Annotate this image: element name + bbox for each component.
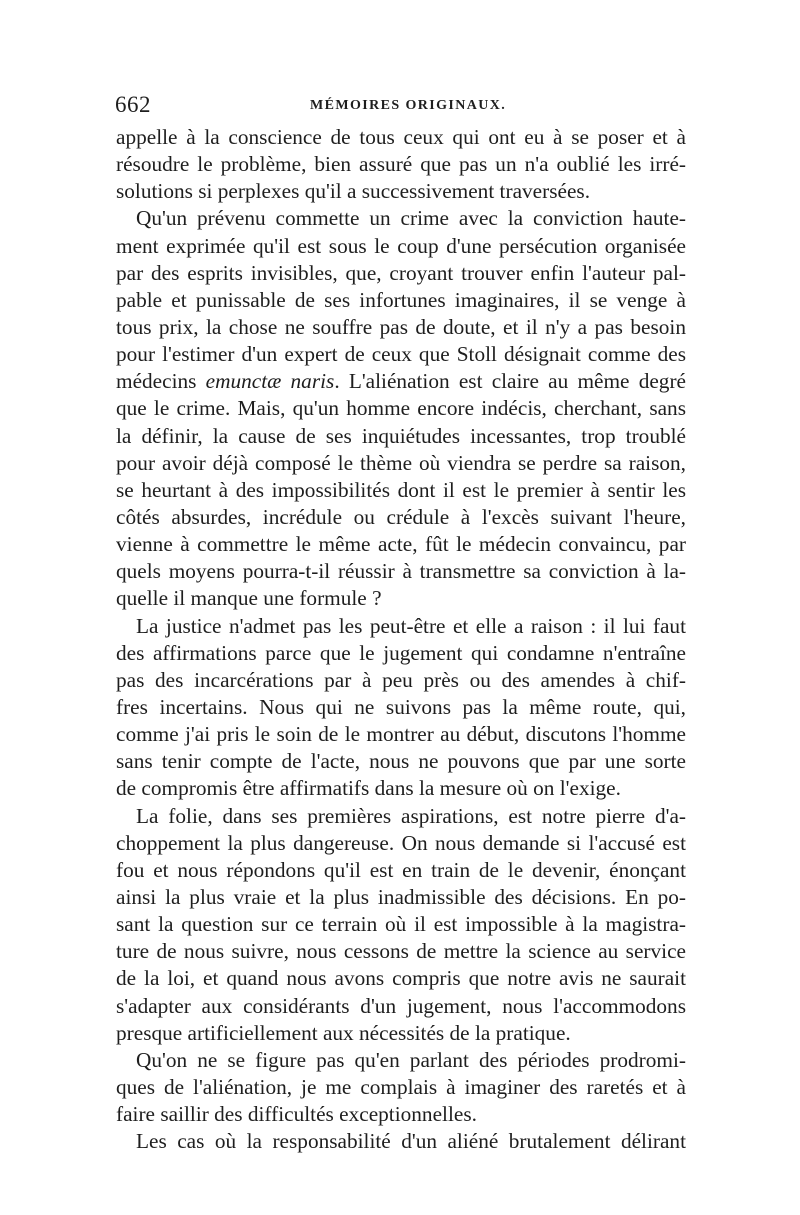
text-line: Qu'un prévenu commette un crime avec la conviction haute- [136, 206, 686, 231]
text-line: pour l'estimer d'un expert de ceux que Stoll désignait comme des [116, 342, 686, 367]
paragraph [116, 803, 686, 1047]
text-line: de la loi, et quand nous avons compris que notre avis ne saurait [116, 966, 686, 991]
text-line: comme j'ai pris le soin de le montrer au début, discutons l'homme [116, 722, 686, 747]
running-title: MÉMOIRES ORIGINAUX. [310, 98, 507, 113]
text-line: quels moyens pourra-t-il réussir à transmettre sa conviction à la- [116, 559, 686, 584]
text-line: solutions si perplexes qu'il a successivement traversées. [116, 179, 591, 204]
text-line: La justice n'admet pas les peut-être et elle a raison : il lui faut [136, 613, 686, 638]
text-line: côtés absurdes, incrédule ou crédule à l'excès suivant l'heure, [116, 504, 686, 529]
paragraph [116, 613, 686, 803]
text-line: s'adapter aux considérants d'un jugement, nous l'accommodons [116, 993, 686, 1018]
paragraph [116, 205, 686, 612]
text-line: résoudre le problème, bien assuré que pas un n'a oublié les irré- [116, 152, 686, 177]
text-line: pas des incarcérations par à peu près ou des amendes à chif- [116, 667, 686, 692]
text-line: tous prix, la chose ne souffre pas de doute, et il n'y a pas besoin [116, 314, 686, 339]
text-line: sans tenir compte de l'acte, nous ne pouvons que par une sorte [116, 749, 686, 774]
text-line: choppement la plus dangereuse. On nous demande si l'accusé est [116, 830, 686, 855]
text-line: que le crime. Mais, qu'un homme encore indécis, cherchant, sans [116, 396, 686, 421]
text-line: ture de nous suivre, nous cessons de mettre la science au service [116, 939, 686, 964]
text-line: la définir, la cause de ses inquiétudes incessantes, trop troublé [116, 423, 686, 448]
text-line: Les cas où la responsabilité d'un aliéné brutalement délirant [136, 1129, 686, 1154]
text-line: médecins emunctæ naris. L'aliénation est claire au même degré [116, 369, 686, 394]
text-line: sant la question sur ce terrain où il est impossible à la magistra- [116, 912, 686, 937]
text-line: ques de l'aliénation, je me complais à imaginer des raretés et à [116, 1074, 686, 1099]
text-line: par des esprits invisibles, que, croyant trouver enfin l'auteur pal- [116, 260, 686, 285]
text-line: presque artificiellement aux nécessités de la pratique. [116, 1020, 571, 1045]
text-line: ment exprimée qu'il est sous le coup d'une persécution organisée [116, 233, 686, 258]
text-line: quelle il manque une formule ? [116, 586, 382, 611]
text-line: appelle à la conscience de tous ceux qui ont eu à se poser et à [116, 125, 686, 149]
text-line: pable et punissable de ses infortunes imaginaires, il se venge à [116, 287, 686, 312]
text-line: ainsi la plus vraie et la plus inadmissible des décisions. En po- [116, 884, 686, 909]
page-header [115, 92, 695, 122]
paragraph [116, 1047, 686, 1128]
text-line: fou et nous répondons qu'il est en train de le devenir, énonçant [116, 857, 686, 882]
body-text [116, 124, 686, 1155]
text-line: fres incertains. Nous qui ne suivons pas la même route, qui, [116, 694, 686, 719]
text-line: se heurtant à des impossibilités dont il est le premier à sentir les [116, 477, 686, 502]
text-line: Qu'on ne se figure pas qu'en parlant des périodes prodromi- [136, 1047, 686, 1072]
text-line: de compromis être affirmatifs dans la mesure où on l'exige. [116, 776, 621, 801]
text-line: faire saillir des difficultés exceptionnelles. [116, 1102, 477, 1127]
page-number: 662 [115, 92, 151, 117]
text-line: pour avoir déjà composé le thème où viendra se perdre sa raison, [116, 450, 686, 475]
paragraph [116, 1128, 686, 1155]
italic-phrase: emunctæ naris [205, 369, 335, 394]
text-line: La folie, dans ses premières aspirations, est notre pierre d'a- [136, 803, 686, 828]
text-line: des affirmations parce que le jugement qui condamne n'entraîne [116, 640, 686, 665]
text-line: vienne à commettre le même acte, fût le médecin convaincu, par [116, 532, 686, 557]
paragraph [116, 124, 686, 205]
